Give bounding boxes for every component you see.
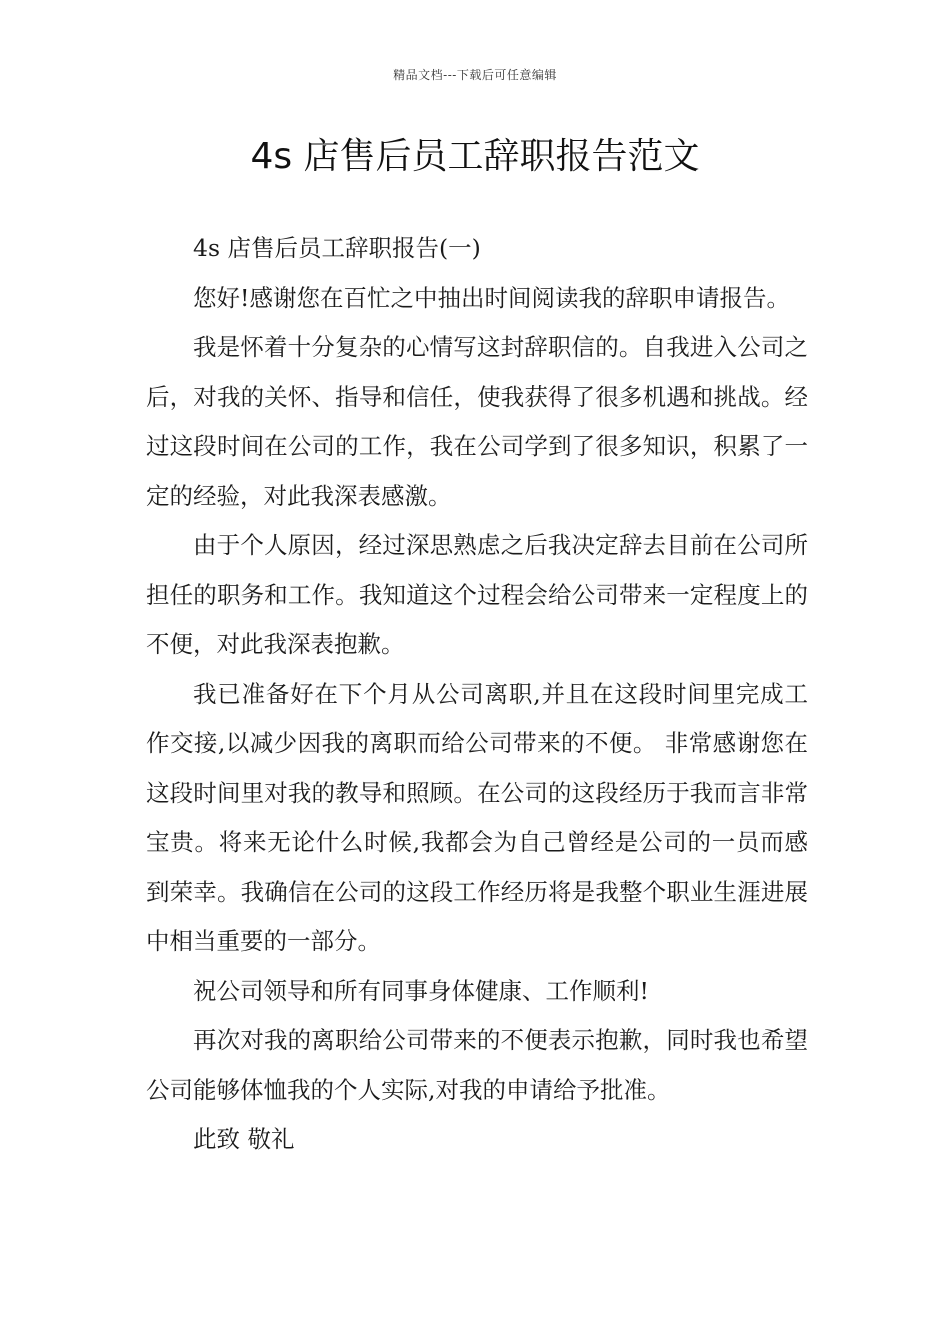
section-heading: 4s 店售后员工辞职报告(一): [193, 234, 481, 262]
closing-salutation: 此致 敬礼: [193, 1125, 295, 1153]
paragraph: 我已准备好在下个月从公司离职,并且在这段时间里完成工作交接,以减少因我的离职而给公司带来的不便。 非常感谢您在这段时间里对我的教导和照顾。在公司的这段经历于我而言非常宝贵。将来无论什么时候,我都会为自己曾经是公司的一员而感到荣幸。我确信在公司的这段工作经历将是我整个职业生涯进展中相当重要的一部分。: [146, 679, 808, 955]
paragraph: 祝公司领导和所有同事身体健康、工作顺利!: [193, 976, 649, 1005]
paragraph: 再次对我的离职给公司带来的不便表示抱歉，同时我也希望公司能够体恤我的个人实际,对我的申请给予批准。: [146, 1026, 808, 1104]
document-body: [146, 224, 808, 1165]
paragraph: 由于个人原因，经过深思熟虑之后我决定辞去目前在公司所担任的职务和工作。我知道这个过程会给公司带来一定程度上的不便，对此我深表抱歉。: [146, 531, 808, 658]
paragraph: 我是怀着十分复杂的心情写这封辞职信的。自我进入公司之后，对我的关怀、指导和信任，使我获得了很多机遇和挑战。经过这段时间在公司的工作，我在公司学到了很多知识，积累了一定的经验，对此我深表感激。: [146, 333, 808, 510]
paragraph: 您好!感谢您在百忙之中抽出时间阅读我的辞职申请报告。: [193, 283, 790, 312]
document-title: 4s 店售后员工辞职报告范文: [250, 136, 700, 177]
header-note: 精品文档---下载后可任意编辑: [393, 68, 557, 82]
